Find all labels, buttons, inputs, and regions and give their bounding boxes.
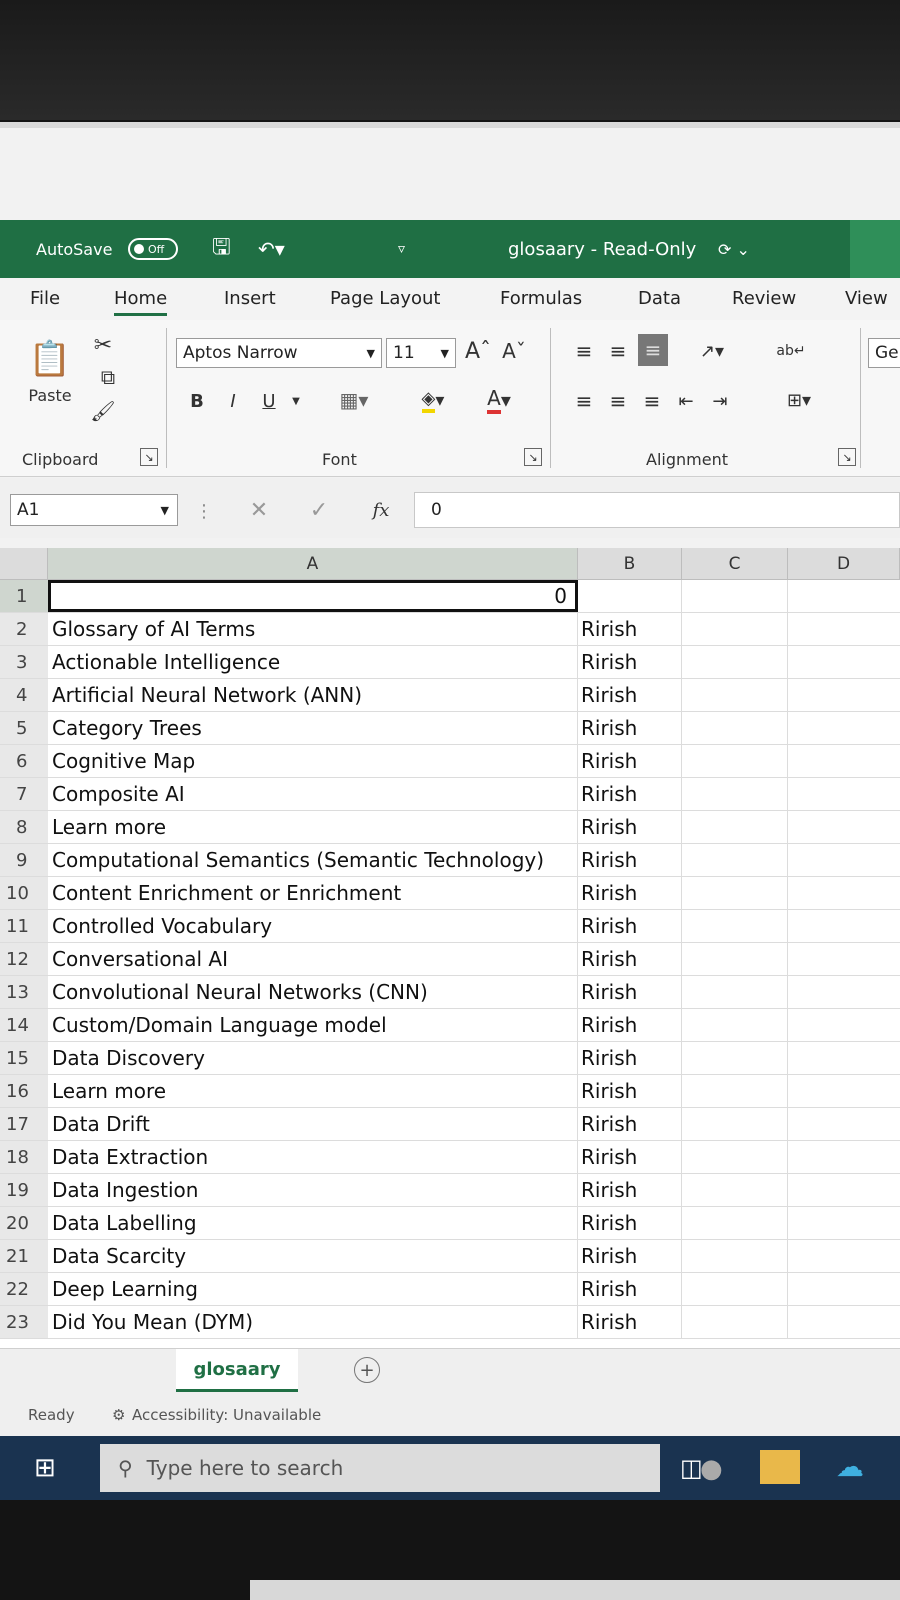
add-sheet-icon[interactable]: + <box>354 1357 380 1383</box>
row-header[interactable]: 21 <box>0 1240 48 1272</box>
cell-b[interactable]: Rirish <box>578 811 682 843</box>
font-name-value: Aptos Narrow <box>183 343 298 363</box>
separator <box>550 328 551 468</box>
cell-c[interactable] <box>682 712 788 744</box>
monitor-bezel-top <box>0 0 900 120</box>
borders-icon[interactable]: ▦▾ <box>339 388 369 412</box>
table-row <box>0 646 900 679</box>
cell-b[interactable]: Rirish <box>578 1240 682 1272</box>
status-ready: Ready <box>28 1406 75 1424</box>
cell-a[interactable]: 0 <box>48 580 578 612</box>
table-row <box>0 580 900 613</box>
table-row <box>0 1273 900 1306</box>
cell-c[interactable] <box>682 778 788 810</box>
windows-start-icon[interactable]: ⊞ <box>34 1453 56 1483</box>
worksheet-grid <box>0 548 900 1348</box>
table-row <box>0 1306 900 1339</box>
chevron-down-icon: ▼ <box>440 346 449 360</box>
edge-browser-icon[interactable]: ☁ <box>836 1450 864 1483</box>
cell-c[interactable] <box>682 844 788 876</box>
cell-c[interactable] <box>682 1207 788 1239</box>
table-row <box>0 976 900 1009</box>
customize-quick-access-icon[interactable]: ▿ <box>398 241 406 257</box>
save-icon[interactable]: 🖫 <box>212 235 231 260</box>
cell-a[interactable]: Learn more <box>48 811 578 843</box>
cell-b[interactable]: Rirish <box>578 613 682 645</box>
title-bar <box>0 220 900 278</box>
sheet-tab-glosaary[interactable]: glosaary <box>176 1349 298 1392</box>
cell-c[interactable] <box>682 1075 788 1107</box>
row-header[interactable]: 5 <box>0 712 48 744</box>
cell-b[interactable]: Rirish <box>578 1306 682 1338</box>
column-header-d[interactable]: D <box>788 548 900 580</box>
row-header[interactable]: 2 <box>0 613 48 645</box>
increase-font-size-icon[interactable]: Aˆ <box>464 338 492 364</box>
cell-c[interactable] <box>682 646 788 678</box>
column-header-a[interactable]: A <box>48 548 578 580</box>
paste-icon[interactable]: 📋 <box>28 339 72 379</box>
cell-a[interactable]: Controlled Vocabulary <box>48 910 578 942</box>
cell-a[interactable]: Learn more <box>48 1075 578 1107</box>
number-format-select[interactable] <box>868 338 900 368</box>
row-header[interactable]: 19 <box>0 1174 48 1206</box>
align-center-icon[interactable]: ≡ <box>609 389 627 413</box>
cell-b[interactable]: Rirish <box>578 1273 682 1305</box>
tab-page-layout[interactable]: Page Layout <box>330 288 441 309</box>
toggle-knob <box>134 244 144 254</box>
cell-b[interactable]: Rirish <box>578 679 682 711</box>
undo-icon[interactable]: ↶▾ <box>258 237 285 261</box>
cell-c[interactable] <box>682 811 788 843</box>
font-color-icon[interactable]: A ▾ <box>487 386 511 412</box>
tab-formulas[interactable]: Formulas <box>500 288 583 309</box>
font-size-value: 11 <box>393 343 415 363</box>
row-header[interactable]: 12 <box>0 943 48 975</box>
cell-a[interactable]: Actionable Intelligence <box>48 646 578 678</box>
table-row <box>0 1174 900 1207</box>
cell-b[interactable]: Rirish <box>578 1042 682 1074</box>
cell-c[interactable] <box>682 1174 788 1206</box>
cell-c[interactable] <box>682 580 788 612</box>
row-header[interactable]: 17 <box>0 1108 48 1140</box>
orientation-icon[interactable]: ↗▾ <box>699 340 725 362</box>
row-header[interactable]: 22 <box>0 1273 48 1305</box>
cell-c[interactable] <box>682 1273 788 1305</box>
align-right-icon[interactable]: ≡ <box>643 389 661 413</box>
cell-a[interactable]: Glossary of AI Terms <box>48 613 578 645</box>
taskbar-search-box[interactable] <box>100 1444 723 1492</box>
table-row <box>0 679 900 712</box>
format-painter-icon[interactable]: 🖌 <box>90 399 116 423</box>
row-header[interactable]: 7 <box>0 778 48 810</box>
italic-button[interactable]: I <box>230 390 236 412</box>
formula-input[interactable] <box>414 492 900 528</box>
desk-surface <box>250 1580 900 1600</box>
merge-center-icon[interactable]: ⊞▾ <box>786 389 812 411</box>
table-row <box>0 778 900 811</box>
cell-b[interactable]: Rirish <box>578 1108 682 1140</box>
cell-a[interactable]: Convolutional Neural Networks (CNN) <box>48 976 578 1008</box>
cell-a[interactable]: Data Scarcity <box>48 1240 578 1272</box>
font-launcher-icon[interactable]: ↘ <box>524 448 542 466</box>
column-header-b[interactable]: B <box>578 548 682 580</box>
name-box[interactable] <box>10 494 178 526</box>
task-view-icon[interactable]: ◫ <box>680 1454 703 1482</box>
underline-dropdown-icon[interactable]: ▼ <box>292 395 300 407</box>
paste-button[interactable]: Paste <box>28 385 72 405</box>
document-title[interactable]: glosaary - Read-Only <box>508 238 697 260</box>
autosave-toggle[interactable] <box>128 238 178 260</box>
cell-a[interactable]: Computational Semantics (Semantic Technology) <box>48 844 578 876</box>
autosave-state: Off <box>148 242 165 256</box>
cell-a[interactable]: Category Trees <box>48 712 578 744</box>
cell-c[interactable] <box>682 1108 788 1140</box>
table-row <box>0 1108 900 1141</box>
underline-button[interactable]: U <box>262 390 276 412</box>
cell-b[interactable]: Rirish <box>578 976 682 1008</box>
ribbon-home <box>0 320 900 477</box>
cell-c[interactable] <box>682 1042 788 1074</box>
row-header[interactable]: 20 <box>0 1207 48 1239</box>
ribbon-tabs <box>0 278 900 320</box>
cell-b[interactable] <box>578 580 682 612</box>
table-row <box>0 1009 900 1042</box>
align-bottom-icon[interactable]: ≡ <box>638 334 668 366</box>
tab-insert[interactable]: Insert <box>224 288 276 309</box>
tab-data[interactable]: Data <box>638 288 681 309</box>
cell-b[interactable]: Rirish <box>578 844 682 876</box>
table-row <box>0 1141 900 1174</box>
cell-b[interactable]: Rirish <box>578 943 682 975</box>
wrap-text-icon[interactable]: ab↵ <box>776 343 806 359</box>
row-header[interactable]: 23 <box>0 1306 48 1338</box>
cell-b[interactable]: Rirish <box>578 712 682 744</box>
table-row <box>0 1207 900 1240</box>
cell-a[interactable]: Data Labelling <box>48 1207 578 1239</box>
copy-icon[interactable]: ⧉ <box>100 365 116 389</box>
accessibility-status[interactable]: Accessibility: Unavailable <box>132 1406 322 1424</box>
cell-a[interactable]: Artificial Neural Network (ANN) <box>48 679 578 711</box>
row-header[interactable]: 3 <box>0 646 48 678</box>
cell-c[interactable] <box>682 613 788 645</box>
search-placeholder: Type here to search <box>146 1456 344 1480</box>
cell-b[interactable]: Rirish <box>578 1207 682 1239</box>
cell-c[interactable] <box>682 679 788 711</box>
cell-c[interactable] <box>682 1306 788 1338</box>
insert-function-button[interactable]: fx <box>372 499 390 521</box>
cell-c[interactable] <box>682 1141 788 1173</box>
row-header[interactable]: 14 <box>0 1009 48 1041</box>
font-size-select[interactable] <box>386 338 456 368</box>
cancel-icon[interactable]: ✕ <box>249 497 269 523</box>
separator <box>166 328 167 468</box>
cut-icon[interactable]: ✂ <box>93 332 113 358</box>
chevron-down-icon: ▼ <box>160 503 169 517</box>
cell-a[interactable]: Conversational AI <box>48 943 578 975</box>
cell-b[interactable]: Rirish <box>578 646 682 678</box>
autosave-label: AutoSave <box>36 239 113 259</box>
align-left-icon[interactable]: ≡ <box>575 389 593 413</box>
cell-a[interactable]: Data Extraction <box>48 1141 578 1173</box>
column-header-c[interactable]: C <box>682 548 788 580</box>
tab-review[interactable]: Review <box>732 288 797 309</box>
font-group-label: Font <box>322 450 357 469</box>
cell-b[interactable]: Rirish <box>578 1141 682 1173</box>
row-header[interactable]: 1 <box>0 580 48 612</box>
clipboard-launcher-icon[interactable]: ↘ <box>140 448 158 466</box>
cell-b[interactable]: Rirish <box>578 778 682 810</box>
decrease-font-size-icon[interactable]: Aˇ <box>502 339 526 363</box>
bold-button[interactable]: B <box>190 390 204 412</box>
table-row <box>0 943 900 976</box>
row-header[interactable]: 11 <box>0 910 48 942</box>
accessibility-icon: ⚙ <box>112 1406 126 1424</box>
cell-c[interactable] <box>682 976 788 1008</box>
cell-c[interactable] <box>682 877 788 909</box>
name-box-value: A1 <box>17 500 40 520</box>
table-row <box>0 1042 900 1075</box>
enter-icon[interactable]: ✓ <box>309 497 329 523</box>
excel-window <box>0 128 900 1500</box>
cell-c[interactable] <box>682 1009 788 1041</box>
select-all-corner[interactable] <box>0 548 48 580</box>
alignment-group-label: Alignment <box>646 450 728 469</box>
row-header[interactable]: 4 <box>0 679 48 711</box>
row-header[interactable]: 9 <box>0 844 48 876</box>
font-name-select[interactable] <box>176 338 382 368</box>
table-row <box>0 712 900 745</box>
clipboard-group-label: Clipboard <box>22 450 99 469</box>
row-header[interactable]: 18 <box>0 1141 48 1173</box>
cell-b[interactable]: Rirish <box>578 910 682 942</box>
sheet-tab-bar <box>0 1348 900 1397</box>
cell-a[interactable]: Content Enrichment or Enrichment <box>48 877 578 909</box>
separator <box>860 328 861 468</box>
chevron-down-icon: ▼ <box>366 346 375 360</box>
cell-c[interactable] <box>682 910 788 942</box>
row-header[interactable]: 8 <box>0 811 48 843</box>
row-header[interactable]: 6 <box>0 745 48 777</box>
table-row <box>0 877 900 910</box>
table-row <box>0 745 900 778</box>
cell-b[interactable]: Rirish <box>578 1009 682 1041</box>
monitor-bezel-bottom <box>0 1500 900 1600</box>
formula-value: 0 <box>431 500 442 520</box>
table-row <box>0 1075 900 1108</box>
formula-bar-area <box>0 478 900 538</box>
table-row <box>0 1240 900 1273</box>
cell-b[interactable]: Rirish <box>578 1075 682 1107</box>
cell-a[interactable]: Composite AI <box>48 778 578 810</box>
tab-home[interactable]: Home <box>114 288 167 316</box>
number-format-value: Ge <box>875 343 899 363</box>
search-highlight-icon: ● <box>700 1454 723 1484</box>
cell-c[interactable] <box>682 745 788 777</box>
row-header[interactable]: 16 <box>0 1075 48 1107</box>
sync-status-icon[interactable]: ⟳ ⌄ <box>718 239 750 259</box>
alignment-launcher-icon[interactable]: ↘ <box>838 448 856 466</box>
cell-a[interactable]: Data Drift <box>48 1108 578 1140</box>
row-header[interactable]: 10 <box>0 877 48 909</box>
cell-a[interactable]: Deep Learning <box>48 1273 578 1305</box>
row-header[interactable]: 13 <box>0 976 48 1008</box>
cell-b[interactable]: Rirish <box>578 745 682 777</box>
cell-a[interactable]: Cognitive Map <box>48 745 578 777</box>
fill-color-icon[interactable]: ◈ ▾ <box>421 387 445 411</box>
cell-c[interactable] <box>682 1240 788 1272</box>
tab-view[interactable]: View <box>845 288 888 309</box>
cell-a[interactable]: Custom/Domain Language model <box>48 1009 578 1041</box>
decrease-indent-icon[interactable]: ⇤ <box>678 390 694 412</box>
table-row <box>0 844 900 877</box>
table-row <box>0 811 900 844</box>
table-row <box>0 910 900 943</box>
table-row <box>0 613 900 646</box>
align-top-icon[interactable]: ≡ <box>575 339 593 363</box>
tab-file[interactable]: File <box>30 288 61 309</box>
file-explorer-icon[interactable] <box>760 1450 800 1484</box>
search-box-partial[interactable] <box>850 220 900 278</box>
cell-b[interactable]: Rirish <box>578 1174 682 1206</box>
cell-a[interactable]: Data Discovery <box>48 1042 578 1074</box>
windows-taskbar <box>0 1436 900 1500</box>
status-bar <box>0 1396 900 1436</box>
row-header[interactable]: 15 <box>0 1042 48 1074</box>
more-options-icon[interactable]: ⋮ <box>195 500 213 522</box>
search-icon: ⚲ <box>118 1456 133 1480</box>
cell-a[interactable]: Did You Mean (DYM) <box>48 1306 578 1338</box>
cell-c[interactable] <box>682 943 788 975</box>
cell-a[interactable]: Data Ingestion <box>48 1174 578 1206</box>
align-middle-icon[interactable]: ≡ <box>609 339 627 363</box>
cell-b[interactable]: Rirish <box>578 877 682 909</box>
increase-indent-icon[interactable]: ⇥ <box>712 390 728 412</box>
